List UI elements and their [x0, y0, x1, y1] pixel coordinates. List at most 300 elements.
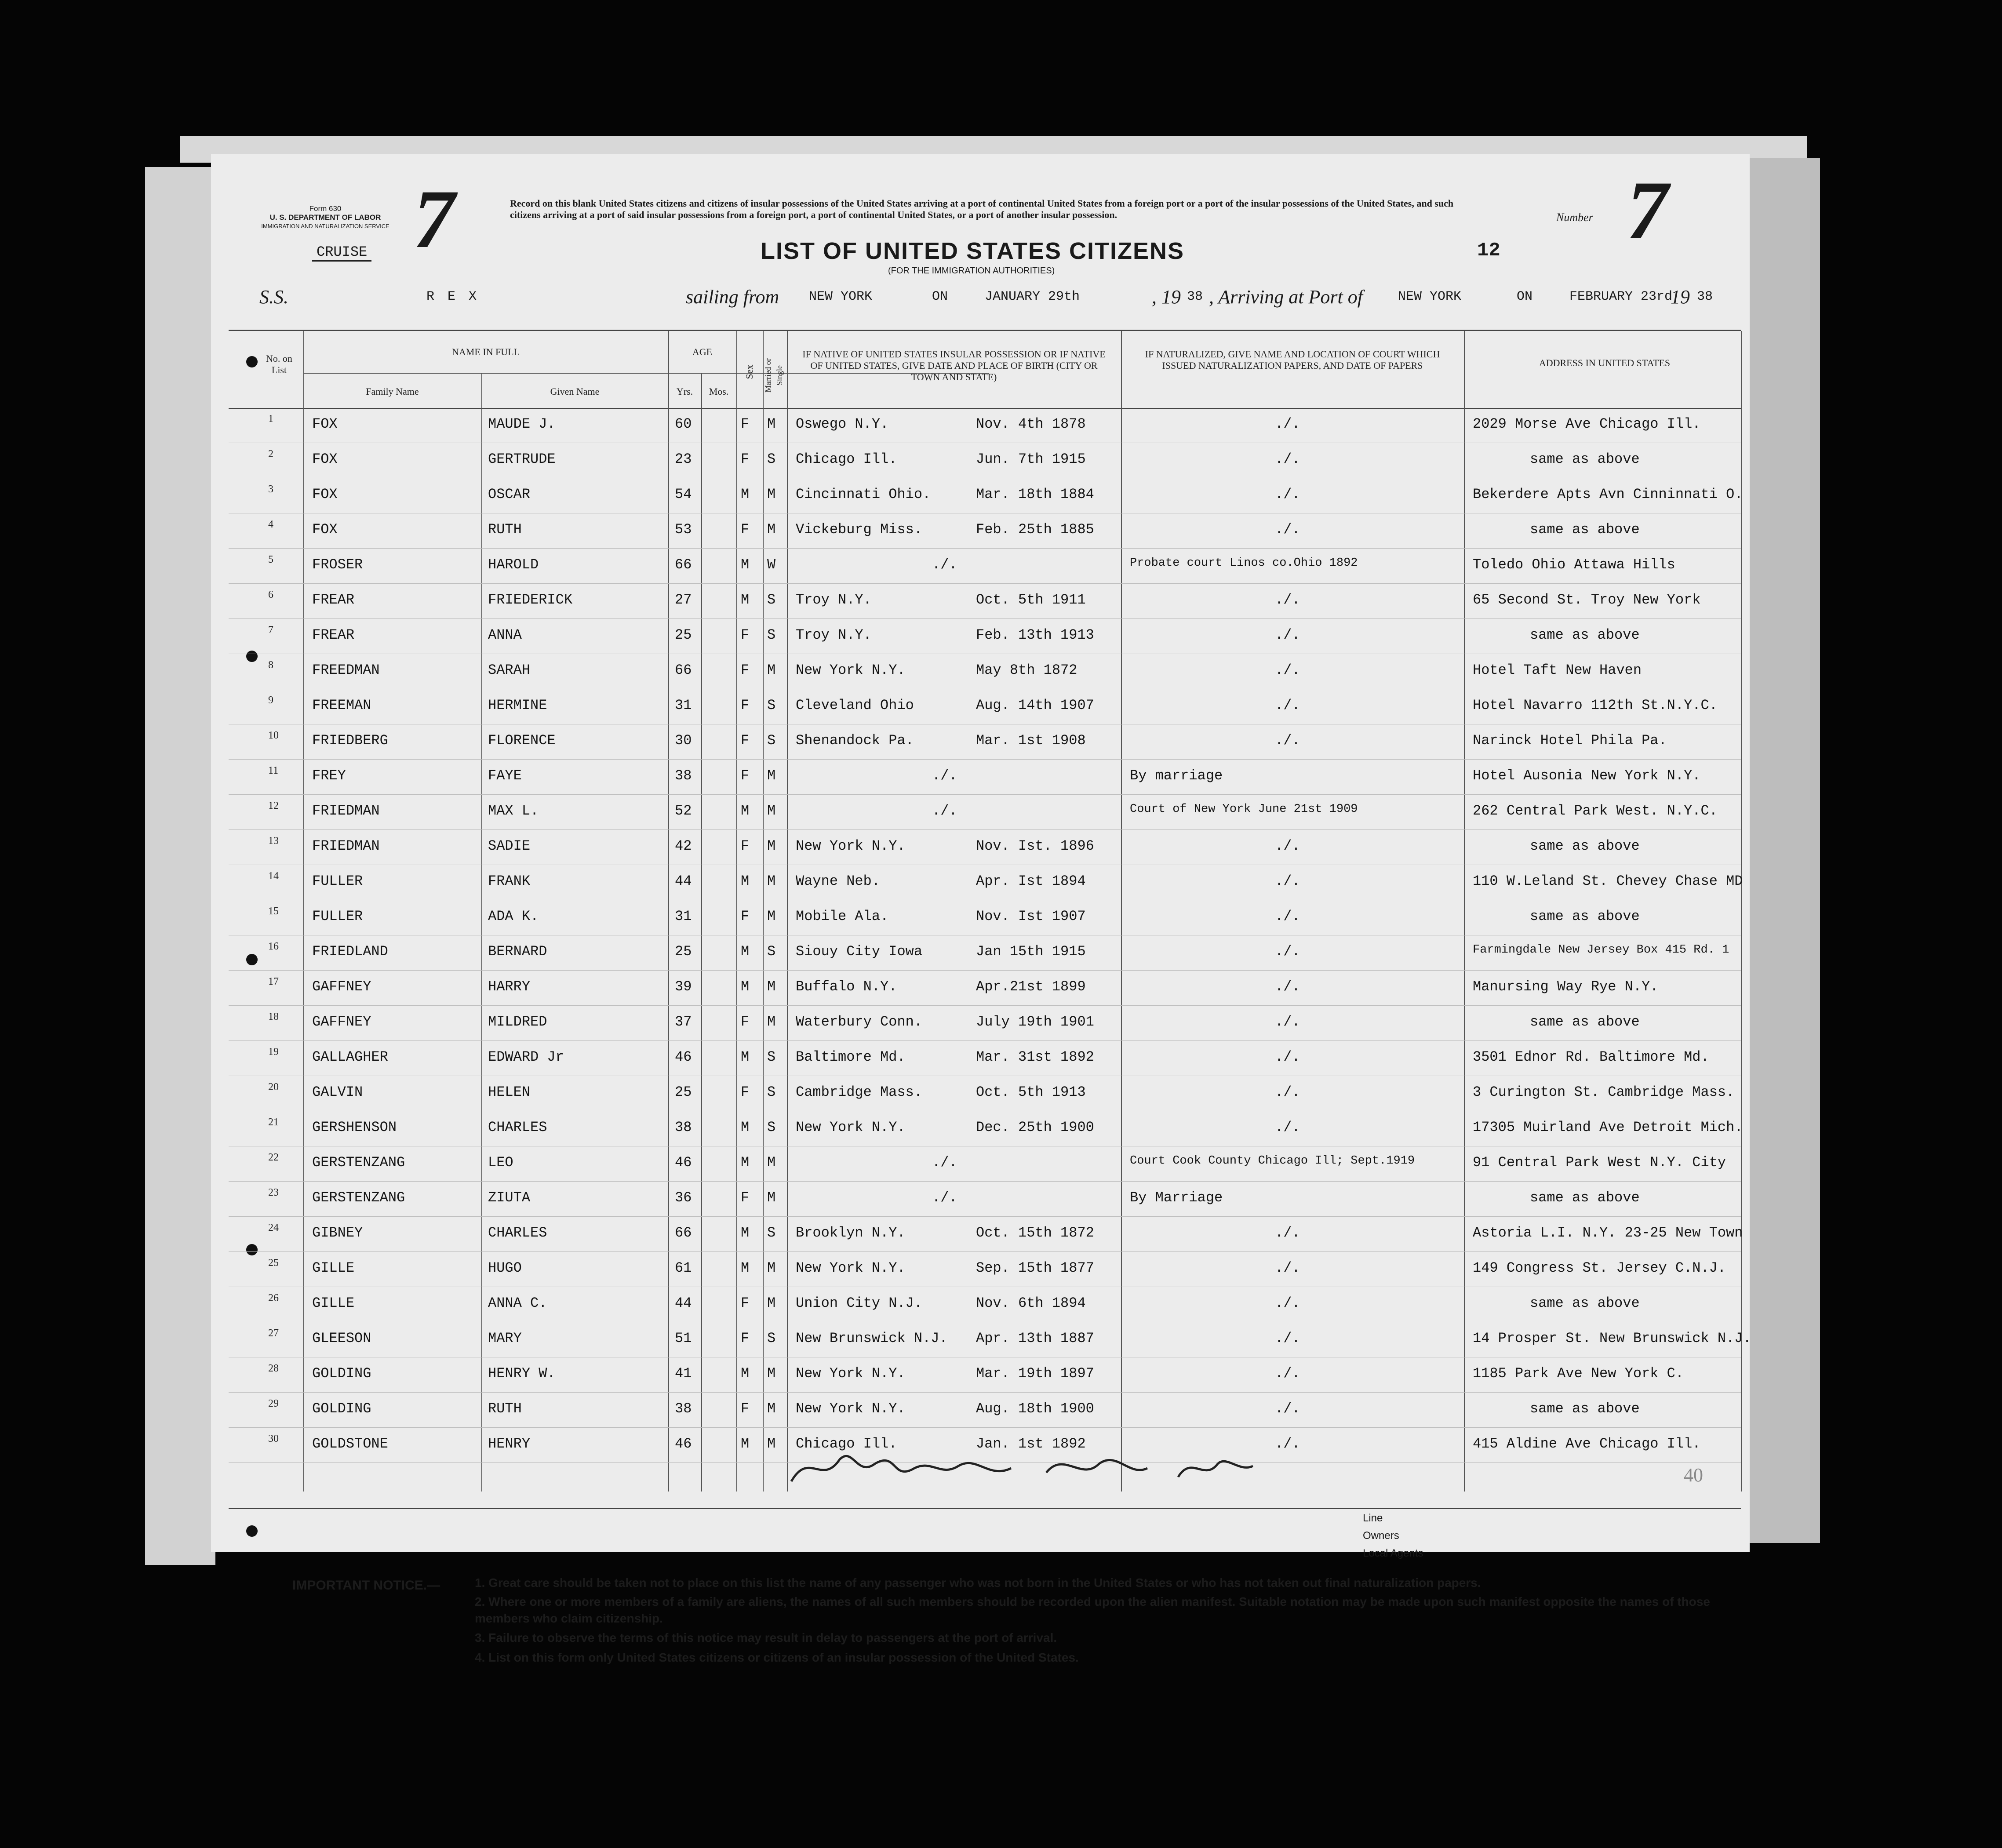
cell-no: 27 [268, 1328, 279, 1339]
cell-age: 46 [675, 1049, 692, 1065]
cell-sex: M [741, 1260, 750, 1276]
cell-no: 21 [268, 1117, 279, 1128]
cell-addr: same as above [1530, 521, 1640, 538]
cell-family: GOLDSTONE [312, 1436, 388, 1452]
cell-nat: ./. [1275, 1365, 1300, 1382]
cell-ms: S [767, 1049, 776, 1065]
cell-sex: M [741, 1436, 750, 1452]
cell-given: FRANK [488, 873, 531, 889]
cell-date: Jan 15th 1915 [976, 943, 1086, 960]
cell-addr: same as above [1530, 1014, 1640, 1030]
cell-ms: M [767, 1260, 776, 1276]
cell-date: Aug. 14th 1907 [976, 697, 1094, 713]
cell-family: FRIEDLAND [312, 943, 388, 960]
cell-addr: Astoria L.I. N.Y. 23-25 New Town [1473, 1225, 1743, 1241]
cell-date: Mar. 1st 1908 [976, 732, 1086, 749]
cell-nat: ./. [1275, 873, 1300, 889]
cell-addr: 17305 Muirland Ave Detroit Mich. [1473, 1119, 1743, 1135]
cell-nat: ./. [1275, 697, 1300, 713]
cell-sex: M [741, 557, 750, 573]
cell-addr: Farmingdale New Jersey Box 415 Rd. 1 [1473, 943, 1729, 957]
table-row [229, 1252, 1741, 1287]
cell-place: Chicago Ill. [796, 451, 897, 467]
cell-given: FAYE [488, 768, 522, 784]
cell-addr: 110 W.Leland St. Chevey Chase MD [1473, 873, 1743, 889]
cell-no: 28 [268, 1363, 279, 1374]
table-row [229, 478, 1741, 513]
cell-nat: By Marriage [1130, 1190, 1223, 1206]
cell-addr: same as above [1530, 1190, 1640, 1206]
table-row [229, 1182, 1741, 1217]
underlying-sheet-left [145, 167, 215, 1565]
col-naturalized: IF NATURALIZED, GIVE NAME AND LOCATION OF COURT WHICH ISSUED NATURALIZATION PAPERS, AND DATE OF PAPERS [1145, 349, 1440, 371]
cell-sex: F [741, 1330, 750, 1346]
on-label: ON [932, 289, 948, 304]
notice-heading: IMPORTANT NOTICE.— [292, 1578, 440, 1593]
cell-ms: W [767, 557, 776, 573]
cell-age: 66 [675, 662, 692, 678]
col-sex: Sex [744, 364, 755, 379]
cell-given: ANNA C. [488, 1295, 547, 1311]
cell-sex: F [741, 732, 750, 749]
cell-ms: M [767, 838, 776, 854]
table-row [229, 760, 1741, 795]
cell-no: 25 [268, 1257, 279, 1269]
list-subtitle: (FOR THE IMMIGRATION AUTHORITIES) [888, 266, 1055, 276]
col-yrs: Yrs. [676, 386, 693, 397]
cell-age: 42 [675, 838, 692, 854]
cell-no: 29 [268, 1398, 279, 1409]
cell-given: ZIUTA [488, 1190, 531, 1206]
col-given-name: Given Name [550, 386, 600, 397]
cell-sex: F [741, 1401, 750, 1417]
cell-nat: ./. [1275, 662, 1300, 678]
cell-family: FOX [312, 416, 338, 432]
col-mos: Mos. [709, 386, 729, 397]
cell-given: HAROLD [488, 557, 539, 573]
cell-addr: 91 Central Park West N.Y. City [1473, 1154, 1726, 1171]
cell-given: BERNARD [488, 943, 547, 960]
cell-family: GOLDING [312, 1365, 371, 1382]
ship-prefix: S.S. [259, 286, 288, 308]
cell-date: Jun. 7th 1915 [976, 451, 1086, 467]
cell-date: Nov. Ist. 1896 [976, 838, 1094, 854]
cell-age: 44 [675, 1295, 692, 1311]
cell-place: Troy N.Y. [796, 627, 872, 643]
table-row [229, 1041, 1741, 1076]
cell-no: 11 [268, 765, 279, 776]
cell-given: CHARLES [488, 1225, 547, 1241]
cell-age: 23 [675, 451, 692, 467]
cell-addr: 14 Prosper St. New Brunswick N.J. [1473, 1330, 1751, 1346]
cell-place: Siouy City Iowa [796, 943, 923, 960]
cell-sex: F [741, 627, 750, 643]
number-label: Number [1556, 211, 1593, 224]
cell-date: Feb. 25th 1885 [976, 521, 1094, 538]
cell-place: New York N.Y. [796, 1365, 906, 1382]
cell-nat: ./. [1275, 627, 1300, 643]
cell-given: HENRY [488, 1436, 531, 1452]
cell-ms: M [767, 662, 776, 678]
notice-3: 3. Failure to observe the terms of this notice may result in delay to passengers at the port of arrival. [475, 1631, 1057, 1644]
cell-given: FRIEDERICK [488, 592, 573, 608]
cell-nat: ./. [1275, 1260, 1300, 1276]
cell-no: 13 [268, 835, 279, 847]
cell-nat: ./. [1275, 979, 1300, 995]
cell-family: FROSER [312, 557, 363, 573]
cell-age: 61 [675, 1260, 692, 1276]
cell-nat: ./. [1275, 1225, 1300, 1241]
cell-age: 51 [675, 1330, 692, 1346]
cell-date: Aug. 18th 1900 [976, 1401, 1094, 1417]
cell-nat: ./. [1275, 1084, 1300, 1100]
manifest-page [211, 154, 1751, 1559]
cell-sex: F [741, 521, 750, 538]
cell-sex: F [741, 662, 750, 678]
cell-nat: ./. [1275, 486, 1300, 502]
cell-no: 1 [268, 413, 273, 425]
cell-addr: 3501 Ednor Rd. Baltimore Md. [1473, 1049, 1709, 1065]
cell-family: GAFFNEY [312, 1014, 371, 1030]
table-row [229, 935, 1741, 971]
cell-family: GALVIN [312, 1084, 363, 1100]
cell-given: MAUDE J. [488, 416, 556, 432]
cell-no: 4 [268, 519, 273, 530]
cell-ms: S [767, 451, 776, 467]
cell-addr: same as above [1530, 838, 1640, 854]
cell-nat: ./. [1275, 1295, 1300, 1311]
cell-sex: M [741, 1154, 750, 1171]
cell-sex: F [741, 451, 750, 467]
cell-given: MARY [488, 1330, 522, 1346]
cell-nat: ./. [1275, 838, 1300, 854]
cell-date: Mar. 19th 1897 [976, 1365, 1094, 1382]
cell-given: GERTRUDE [488, 451, 556, 467]
table-row [229, 654, 1741, 689]
cell-ms: M [767, 908, 776, 924]
table-row [229, 830, 1741, 865]
cell-nat: ./. [1275, 592, 1300, 608]
cell-ms: M [767, 416, 776, 432]
cell-ms: S [767, 627, 776, 643]
cruise-label: CRUISE [312, 244, 371, 262]
cell-age: 54 [675, 486, 692, 502]
cell-family: FRIEDBERG [312, 732, 388, 749]
cell-nat: ./. [1275, 908, 1300, 924]
cell-age: 36 [675, 1190, 692, 1206]
cell-ms: S [767, 697, 776, 713]
cell-ms: M [767, 803, 776, 819]
cell-nat: ./. [1275, 416, 1300, 432]
cell-nat: ./. [1275, 521, 1300, 538]
cell-given: MILDRED [488, 1014, 547, 1030]
cell-ms: M [767, 521, 776, 538]
cell-date: Feb. 13th 1913 [976, 627, 1094, 643]
cell-nat: Court Cook County Chicago Ill; Sept.1919 [1130, 1154, 1415, 1168]
cell-date: Oct. 5th 1911 [976, 592, 1086, 608]
col-address: ADDRESS IN UNITED STATES [1539, 357, 1671, 368]
cell-date: Jan. 1st 1892 [976, 1436, 1086, 1452]
cell-sex: F [741, 838, 750, 854]
cell-family: FULLER [312, 873, 363, 889]
table-row [229, 1217, 1741, 1252]
cell-given: SADIE [488, 838, 531, 854]
cell-ms: S [767, 1225, 776, 1241]
cell-age: 60 [675, 416, 692, 432]
cell-no: 9 [268, 695, 273, 706]
cell-addr: Hotel Navarro 112th St.N.Y.C. [1473, 697, 1718, 713]
cell-date: Dec. 25th 1900 [976, 1119, 1094, 1135]
cell-date: Apr.21st 1899 [976, 979, 1086, 995]
cell-place: ./. [932, 557, 957, 573]
cell-nat: Probate court Linos co.Ohio 1892 [1130, 557, 1358, 570]
sheet-number-right: 7 [1627, 164, 1668, 257]
table-row [229, 971, 1741, 1006]
cell-addr: 65 Second St. Troy New York [1473, 592, 1701, 608]
cell-nat: ./. [1275, 943, 1300, 960]
cell-place: Wayne Neb. [796, 873, 881, 889]
cell-sex: F [741, 908, 750, 924]
cell-family: FOX [312, 451, 338, 467]
cell-age: 53 [675, 521, 692, 538]
cell-place: Union City N.J. [796, 1295, 923, 1311]
col-no-on-list: No. on List [266, 353, 292, 375]
arrival-date: FEBRUARY 23rd [1569, 289, 1673, 304]
cell-sex: M [741, 1119, 750, 1135]
cell-age: 66 [675, 557, 692, 573]
cell-ms: M [767, 1014, 776, 1030]
line-label: Line [1363, 1512, 1383, 1524]
instructions-text: Record on this blank United States citizens and citizens of insular possessions of the United States arriving at a port of continental United States from a foreign port or a port of the insular possessions of the United States, and such citizens arriving at a port of said insular possessions from a foreign port, a port of continental United States, or a port of another insular possession. [510, 198, 1454, 220]
inspector-signature [783, 1442, 1310, 1495]
cell-sex: M [741, 873, 750, 889]
cell-nat: Court of New York June 21st 1909 [1130, 803, 1358, 816]
cell-age: 37 [675, 1014, 692, 1030]
cell-addr: 415 Aldine Ave Chicago Ill. [1473, 1436, 1701, 1452]
table-row [229, 1287, 1741, 1322]
table-row [229, 619, 1741, 654]
cell-place: New York N.Y. [796, 838, 906, 854]
binder-hole [246, 1525, 258, 1537]
cell-age: 25 [675, 943, 692, 960]
page-number: 12 [1477, 240, 1500, 262]
cell-place: Baltimore Md. [796, 1049, 906, 1065]
cell-sex: F [741, 416, 750, 432]
cell-given: EDWARD Jr [488, 1049, 564, 1065]
cell-place: Troy N.Y. [796, 592, 872, 608]
cell-ms: S [767, 732, 776, 749]
cell-addr: same as above [1530, 451, 1640, 467]
cell-sex: M [741, 1225, 750, 1241]
cell-ms: M [767, 979, 776, 995]
passenger-table [229, 330, 1751, 1491]
cell-ms: S [767, 1119, 776, 1135]
cell-family: FOX [312, 486, 338, 502]
cell-ms: S [767, 1330, 776, 1346]
table-row [229, 1006, 1741, 1041]
cell-age: 44 [675, 873, 692, 889]
cell-age: 52 [675, 803, 692, 819]
table-row [229, 865, 1741, 900]
cell-place: Buffalo N.Y. [796, 979, 897, 995]
cell-age: 41 [675, 1365, 692, 1382]
cell-sex: F [741, 1014, 750, 1030]
cell-age: 38 [675, 1119, 692, 1135]
cell-date: Mar. 31st 1892 [976, 1049, 1094, 1065]
cell-given: SARAH [488, 662, 531, 678]
cell-no: 18 [268, 1011, 279, 1022]
cell-place: Waterbury Conn. [796, 1014, 923, 1030]
ship-line [259, 286, 1713, 312]
table-row [229, 689, 1741, 724]
table-row [229, 1393, 1741, 1428]
cell-place: New Brunswick N.J. [796, 1330, 948, 1346]
cell-family: GILLE [312, 1260, 355, 1276]
owners-label: Owners [1363, 1530, 1399, 1542]
table-row [229, 549, 1741, 584]
cell-addr: Toledo Ohio Attawa Hills [1473, 557, 1675, 573]
arrival-year: 38 [1697, 289, 1713, 304]
cell-given: HARRY [488, 979, 531, 995]
table-row [229, 724, 1741, 760]
col-name-in-full: NAME IN FULL [452, 346, 520, 357]
cell-age: 25 [675, 1084, 692, 1100]
cell-given: HENRY W. [488, 1365, 556, 1382]
cell-given: RUTH [488, 521, 522, 538]
agents-label: Local Agents [1363, 1547, 1423, 1559]
arrival-port: NEW YORK [1398, 289, 1462, 304]
cell-addr: Narinck Hotel Phila Pa. [1473, 732, 1667, 749]
cell-ms: S [767, 1084, 776, 1100]
cell-no: 3 [268, 484, 273, 495]
cell-nat: By marriage [1130, 768, 1223, 784]
cell-date: Mar. 18th 1884 [976, 486, 1094, 502]
table-row [229, 513, 1741, 549]
cell-age: 31 [675, 697, 692, 713]
cell-sex: M [741, 592, 750, 608]
cell-ms: M [767, 1190, 776, 1206]
cell-place: New York N.Y. [796, 1260, 906, 1276]
cell-no: 5 [268, 554, 273, 565]
cell-family: FREAR [312, 592, 355, 608]
sailing-from-port: NEW YORK [809, 289, 873, 304]
cell-no: 20 [268, 1081, 279, 1093]
table-row [229, 1111, 1741, 1146]
table-row [229, 1146, 1741, 1182]
cell-place: New York N.Y. [796, 662, 906, 678]
cell-no: 22 [268, 1152, 279, 1163]
cell-nat: ./. [1275, 1119, 1300, 1135]
table-row [229, 1357, 1741, 1393]
cell-age: 38 [675, 768, 692, 784]
cell-age: 31 [675, 908, 692, 924]
table-row [229, 1076, 1741, 1111]
year-prefix: 19 [1671, 286, 1690, 308]
cell-date: Apr. Ist 1894 [976, 873, 1086, 889]
cell-sex: F [741, 1295, 750, 1311]
cell-date: July 19th 1901 [976, 1014, 1094, 1030]
cell-sex: F [741, 1084, 750, 1100]
cell-place: New York N.Y. [796, 1401, 906, 1417]
cell-given: ANNA [488, 627, 522, 643]
cell-date: May 8th 1872 [976, 662, 1077, 678]
cell-addr: 3 Curington St. Cambridge Mass. [1473, 1084, 1735, 1100]
cell-nat: ./. [1275, 1330, 1300, 1346]
col-family-name: Family Name [366, 386, 419, 397]
cell-family: GOLDING [312, 1401, 371, 1417]
cell-sex: F [741, 768, 750, 784]
cell-date: Nov. 6th 1894 [976, 1295, 1086, 1311]
cell-ms: M [767, 486, 776, 502]
notice-2: 2. Where one or more members of a family are aliens, the names of all such members should be recorded upon the alien manifest. Suitable notation may be made upon such manifest opposite the names of those members who claim citizenship. [475, 1595, 1710, 1625]
table-row [229, 408, 1741, 443]
cell-sex: F [741, 1190, 750, 1206]
cell-place: ./. [932, 1154, 957, 1171]
cell-date: Nov. 4th 1878 [976, 416, 1086, 432]
col-married-single: Married or Single [764, 358, 784, 393]
cell-ms: M [767, 1401, 776, 1417]
cell-ms: M [767, 1365, 776, 1382]
underlying-sheet-right [1750, 158, 1820, 1543]
footer-rule [229, 1508, 1741, 1509]
table-row [229, 795, 1741, 830]
cell-family: FREAR [312, 627, 355, 643]
cell-place: ./. [932, 803, 957, 819]
cell-given: MAX L. [488, 803, 539, 819]
column-rule [1741, 331, 1742, 1491]
cell-addr: Bekerdere Apts Avn Cinninnati O. [1473, 486, 1743, 502]
cell-ms: M [767, 873, 776, 889]
cell-given: OSCAR [488, 486, 531, 502]
cell-date: Apr. 13th 1887 [976, 1330, 1094, 1346]
cell-family: FREEMAN [312, 697, 371, 713]
cell-family: GERSTENZANG [312, 1190, 405, 1206]
cell-no: 23 [268, 1187, 279, 1198]
cell-nat: ./. [1275, 1401, 1300, 1417]
cell-sex: M [741, 943, 750, 960]
cell-sex: M [741, 486, 750, 502]
cell-ms: S [767, 943, 776, 960]
cell-no: 2 [268, 448, 273, 460]
cell-nat: ./. [1275, 1014, 1300, 1030]
table-row [229, 1322, 1751, 1357]
cell-age: 66 [675, 1225, 692, 1241]
cell-family: GIBNEY [312, 1225, 363, 1241]
list-title: LIST OF UNITED STATES CITIZENS [761, 238, 1184, 264]
departure-date: JANUARY 29th [985, 289, 1080, 304]
cell-ms: S [767, 592, 776, 608]
cell-sex: M [741, 1365, 750, 1382]
ship-name: R E X [426, 289, 480, 304]
cell-nat: ./. [1275, 451, 1300, 467]
cell-family: FREY [312, 768, 346, 784]
cell-date: Nov. Ist 1907 [976, 908, 1086, 924]
cell-given: RUTH [488, 1401, 522, 1417]
year-prefix: , 19 [1152, 286, 1181, 308]
cell-addr: same as above [1530, 627, 1640, 643]
cell-family: GILLE [312, 1295, 355, 1311]
passenger-rows [229, 408, 1751, 1463]
cell-nat: ./. [1275, 1436, 1300, 1452]
cell-addr: Hotel Ausonia New York N.Y. [1473, 768, 1701, 784]
cell-date: Sep. 15th 1877 [976, 1260, 1094, 1276]
cell-place: Cambridge Mass. [796, 1084, 923, 1100]
form-label [259, 204, 391, 231]
cell-ms: M [767, 1436, 776, 1452]
cell-family: GAFFNEY [312, 979, 371, 995]
cell-age: 46 [675, 1436, 692, 1452]
cell-nat: ./. [1275, 732, 1300, 749]
